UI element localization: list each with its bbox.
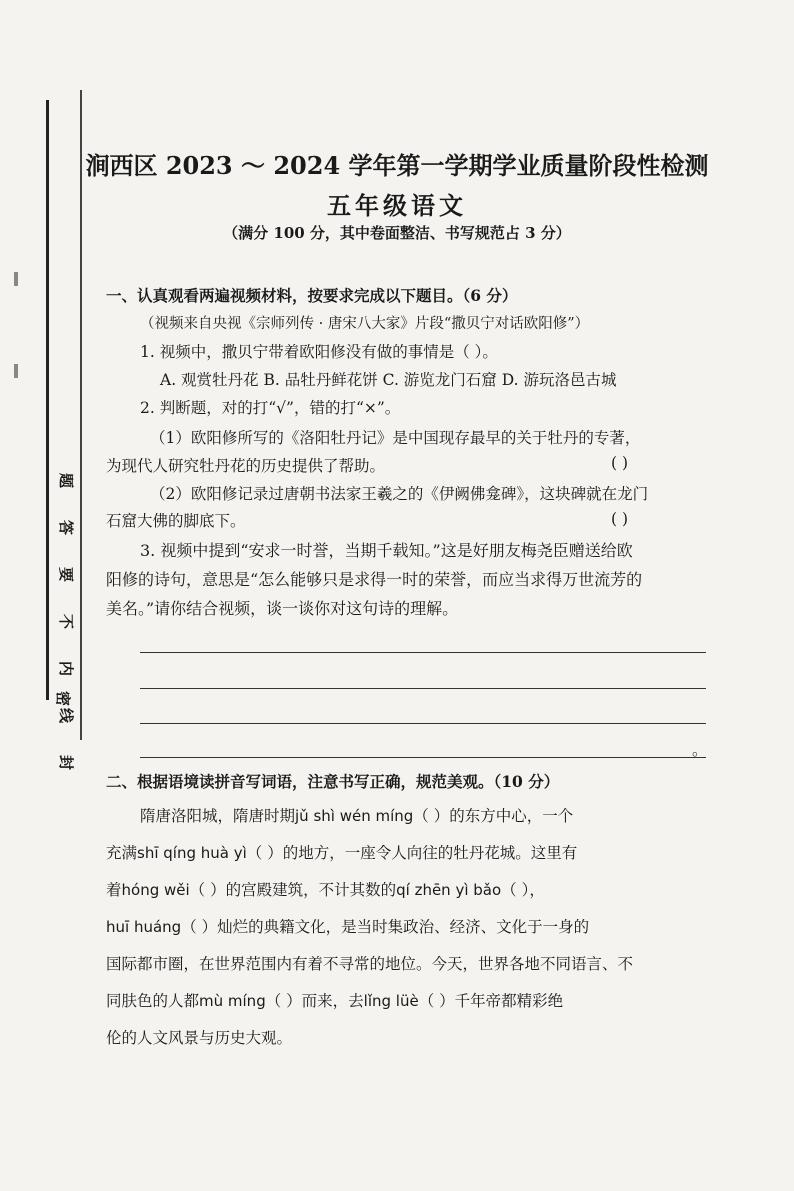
answer-line[interactable] <box>140 757 706 758</box>
question-2-1-line1: （1）欧阳修所写的《洛阳牡丹记》是中国现存最早的关于牡丹的专著， <box>150 429 641 447</box>
exam-title: 涧西区 2023 ～ 2024 学年第一学期学业质量阶段性检测 <box>85 151 709 180</box>
question-1: 1. 视频中，撒贝宁带着欧阳修没有做的事情是（ ）。 <box>140 343 498 361</box>
passage-line-1 <box>140 806 573 826</box>
pinyin-prompt: jǔ shì wén míng <box>295 807 414 825</box>
margin-tick <box>14 272 18 286</box>
question-3-line3: 美名。”请你结合视频，谈一谈你对这句诗的理解。 <box>106 599 459 618</box>
passage-text: （ ）而来，去 <box>265 992 364 1010</box>
pinyin-prompt: mù míng <box>199 992 266 1010</box>
passage-text: 隋唐洛阳城，隋唐时期 <box>140 807 296 825</box>
end-mark: 。 <box>692 741 708 759</box>
passage-line-2 <box>106 843 577 863</box>
pinyin-prompt: huī huáng <box>106 918 182 936</box>
passage-text: （ ）的地方，一座令人向往的牡丹花城。这里有 <box>246 844 578 862</box>
passage-line-4 <box>106 917 589 937</box>
seal-line-text <box>56 470 78 773</box>
question-3-line1: 3. 视频中提到“安求一时誉，当期千载知。”这是好朋友梅尧臣赠送给欧 <box>140 541 633 560</box>
passage-text: （ ）的宫殿建筑，不计其数的 <box>189 881 397 899</box>
answer-line[interactable] <box>140 688 706 689</box>
passage-line-3 <box>106 880 545 900</box>
section1-source: （视频来自央视《宗师列传 · 唐宋八大家》片段“撒贝宁对话欧阳修”） <box>140 316 590 332</box>
seal-char: 内 <box>57 660 76 677</box>
question-3-line2: 阳修的诗句，意思是“怎么能够只是求得一时的荣誉，而应当求得万世流芳的 <box>106 570 643 589</box>
question-2: 2. 判断题，对的打“√”，错的打“×”。 <box>140 399 401 417</box>
question-2-1-line2: 为现代人研究牡丹花的历史提供了帮助。 <box>106 457 386 475</box>
seal-char-last: 密 <box>54 690 73 707</box>
seal-char: 要 <box>57 566 76 583</box>
exam-score-note: （满分 100 分，其中卷面整洁、书写规范占 3 分） <box>223 224 571 242</box>
seal-char: 不 <box>57 613 76 630</box>
question-2-2-line2: 石窟大佛的脚底下。 <box>106 512 246 530</box>
passage-line-7: 伦的人文风景与历史大观。 <box>106 1029 293 1047</box>
passage-text: 着 <box>106 881 122 899</box>
answer-line[interactable] <box>140 652 706 653</box>
question-1-options: A. 观赏牡丹花 B. 品牡丹鲜花饼 C. 游览龙门石窟 D. 游玩洛邑古城 <box>160 371 617 389</box>
passage-text: （ ）的东方中心，一个 <box>413 807 574 825</box>
question-2-2-line1: （2）欧阳修记录过唐朝书法家王羲之的《伊阙佛龛碑》，这块碑就在龙门 <box>150 485 649 503</box>
pinyin-prompt: hóng wěi <box>121 881 190 899</box>
answer-paren[interactable]: ( ) <box>611 510 629 528</box>
passage-text: 充满 <box>106 844 138 862</box>
answer-line[interactable] <box>140 723 706 724</box>
pinyin-prompt: lǐng lüè <box>363 992 419 1010</box>
answer-paren[interactable]: ( ) <box>611 454 629 472</box>
passage-text: （ ）， <box>501 881 545 899</box>
seal-char: 答 <box>57 519 76 536</box>
exam-subtitle: 五年级语文 <box>327 191 467 220</box>
seal-char: 线 <box>57 707 76 724</box>
passage-line-5: 国际都市圈，在世界范围内有着不寻常的地位。今天，世界各地不同语言、不 <box>106 955 634 973</box>
passage-text: 同肤色的人都 <box>106 992 200 1010</box>
margin-tick <box>14 364 18 378</box>
pinyin-prompt: qí zhēn yì bǎo <box>396 881 502 899</box>
seal-char: 题 <box>57 472 76 489</box>
pinyin-prompt: shī qíng huà yì <box>137 844 247 862</box>
passage-text: （ ）千年帝都精彩绝 <box>418 992 564 1010</box>
passage-line-6 <box>106 991 563 1011</box>
passage-text: （ ）灿烂的典籍文化，是当时集政治、经济、文化于一身的 <box>181 918 590 936</box>
section1-heading: 一、认真观看两遍视频材料，按要求完成以下题目。（6 分） <box>106 286 518 305</box>
seal-char: 封 <box>57 754 76 771</box>
section2-heading: 二、根据语境读拼音写词语，注意书写正确，规范美观。（10 分） <box>106 772 560 791</box>
